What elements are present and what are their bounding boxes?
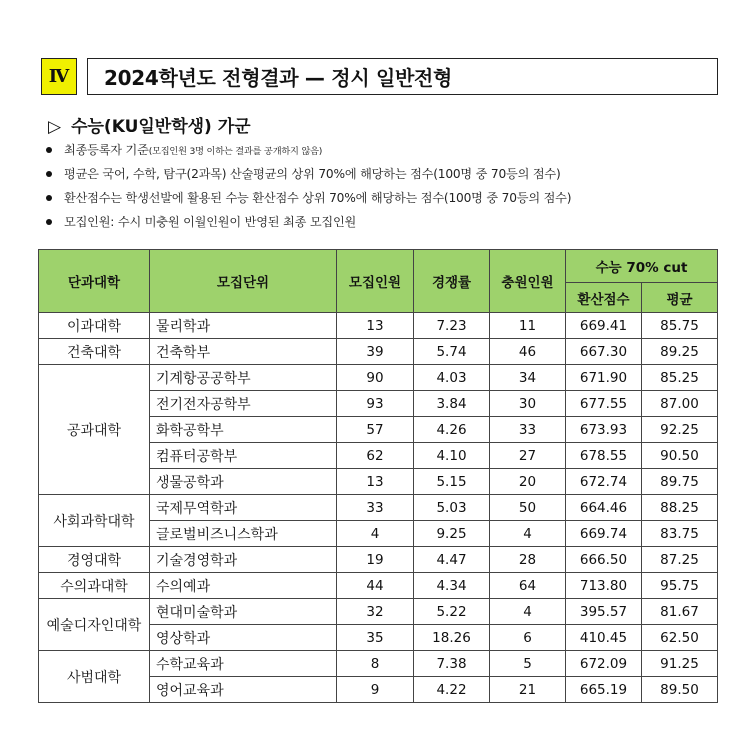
unit-cell: 건축학부 <box>150 339 337 365</box>
unit-cell: 컴퓨터공학부 <box>150 443 337 469</box>
extra-cell: 6 <box>490 625 566 651</box>
converted-score-cell: 669.41 <box>566 313 642 339</box>
quota-cell: 32 <box>337 599 414 625</box>
note-item <box>46 186 736 210</box>
ratio-cell: 5.22 <box>414 599 490 625</box>
quota-cell: 4 <box>337 521 414 547</box>
header-cut-group: 수능 70% cut <box>566 250 718 283</box>
table-row <box>39 599 718 625</box>
header-college: 단과대학 <box>39 250 150 313</box>
unit-cell: 수학교육과 <box>150 651 337 677</box>
average-score-cell: 85.25 <box>642 365 718 391</box>
section-heading <box>48 112 251 137</box>
unit-cell: 기술경영학과 <box>150 547 337 573</box>
extra-cell: 64 <box>490 573 566 599</box>
converted-score-cell: 677.55 <box>566 391 642 417</box>
converted-score-cell: 673.93 <box>566 417 642 443</box>
unit-cell: 영어교육과 <box>150 677 337 703</box>
header-extra: 충원인원 <box>490 250 566 313</box>
bullet-icon <box>46 171 52 177</box>
table-row <box>39 547 718 573</box>
average-score-cell: 88.25 <box>642 495 718 521</box>
average-score-cell: 89.75 <box>642 469 718 495</box>
average-score-cell: 62.50 <box>642 625 718 651</box>
header-converted: 환산점수 <box>566 283 642 313</box>
unit-cell: 영상학과 <box>150 625 337 651</box>
quota-cell: 8 <box>337 651 414 677</box>
table-row <box>39 313 718 339</box>
quota-cell: 13 <box>337 313 414 339</box>
ratio-cell: 4.10 <box>414 443 490 469</box>
triangle-marker-icon: ▷ <box>48 117 62 137</box>
quota-cell: 39 <box>337 339 414 365</box>
extra-cell: 5 <box>490 651 566 677</box>
quota-cell: 90 <box>337 365 414 391</box>
unit-cell: 현대미술학과 <box>150 599 337 625</box>
note-detail: (모집인원 3명 이하는 결과를 공개하지 않음) <box>148 146 323 157</box>
table-row <box>39 495 718 521</box>
extra-cell: 4 <box>490 599 566 625</box>
college-cell: 경영대학 <box>39 547 150 573</box>
converted-score-cell: 669.74 <box>566 521 642 547</box>
extra-cell: 27 <box>490 443 566 469</box>
college-cell: 수의과대학 <box>39 573 150 599</box>
quota-cell: 44 <box>337 573 414 599</box>
section-heading-text: 수능(KU일반학생) 가군 <box>71 117 251 137</box>
table-row <box>39 573 718 599</box>
ratio-cell: 9.25 <box>414 521 490 547</box>
converted-score-cell: 665.19 <box>566 677 642 703</box>
ratio-cell: 18.26 <box>414 625 490 651</box>
ratio-cell: 7.38 <box>414 651 490 677</box>
ratio-cell: 4.03 <box>414 365 490 391</box>
converted-score-cell: 664.46 <box>566 495 642 521</box>
converted-score-cell: 671.90 <box>566 365 642 391</box>
college-cell: 사회과학대학 <box>39 495 150 547</box>
quota-cell: 35 <box>337 625 414 651</box>
ratio-cell: 7.23 <box>414 313 490 339</box>
header-ratio: 경쟁률 <box>414 250 490 313</box>
college-cell: 건축대학 <box>39 339 150 365</box>
average-score-cell: 85.75 <box>642 313 718 339</box>
quota-cell: 93 <box>337 391 414 417</box>
quota-cell: 62 <box>337 443 414 469</box>
quota-cell: 33 <box>337 495 414 521</box>
page-title: 2024학년도 전형결과 — 정시 일반전형 <box>87 58 718 95</box>
unit-cell: 기계항공공학부 <box>150 365 337 391</box>
converted-score-cell: 713.80 <box>566 573 642 599</box>
unit-cell: 전기전자공학부 <box>150 391 337 417</box>
note-item <box>46 210 736 234</box>
quota-cell: 19 <box>337 547 414 573</box>
ratio-cell: 5.03 <box>414 495 490 521</box>
extra-cell: 30 <box>490 391 566 417</box>
converted-score-cell: 672.09 <box>566 651 642 677</box>
note-text: 모집인원: 수시 미충원 이월인원이 반영된 최종 모집인원 <box>64 215 357 229</box>
extra-cell: 4 <box>490 521 566 547</box>
average-score-cell: 89.50 <box>642 677 718 703</box>
ratio-cell: 4.22 <box>414 677 490 703</box>
unit-cell: 글로벌비즈니스학과 <box>150 521 337 547</box>
ratio-cell: 5.15 <box>414 469 490 495</box>
quota-cell: 57 <box>337 417 414 443</box>
bullet-icon <box>46 219 52 225</box>
average-score-cell: 95.75 <box>642 573 718 599</box>
average-score-cell: 89.25 <box>642 339 718 365</box>
extra-cell: 28 <box>490 547 566 573</box>
bullet-icon <box>46 147 52 153</box>
extra-cell: 11 <box>490 313 566 339</box>
average-score-cell: 87.25 <box>642 547 718 573</box>
table-row <box>39 365 718 391</box>
extra-cell: 21 <box>490 677 566 703</box>
college-cell: 사범대학 <box>39 651 150 703</box>
quota-cell: 9 <box>337 677 414 703</box>
header-quota: 모집인원 <box>337 250 414 313</box>
extra-cell: 46 <box>490 339 566 365</box>
college-cell: 공과대학 <box>39 365 150 495</box>
college-cell: 이과대학 <box>39 313 150 339</box>
unit-cell: 생물공학과 <box>150 469 337 495</box>
unit-cell: 화학공학부 <box>150 417 337 443</box>
ratio-cell: 3.84 <box>414 391 490 417</box>
roman-numeral-badge: Ⅳ <box>41 58 77 95</box>
unit-cell: 물리학과 <box>150 313 337 339</box>
average-score-cell: 92.25 <box>642 417 718 443</box>
extra-cell: 50 <box>490 495 566 521</box>
converted-score-cell: 667.30 <box>566 339 642 365</box>
note-text: 평균은 국어, 수학, 탐구(2과목) 산술평균의 상위 70%에 해당하는 점수(100명 중 70등의 점수) <box>64 167 561 181</box>
table-row <box>39 651 718 677</box>
converted-score-cell: 395.57 <box>566 599 642 625</box>
ratio-cell: 4.34 <box>414 573 490 599</box>
average-score-cell: 87.00 <box>642 391 718 417</box>
unit-cell: 수의예과 <box>150 573 337 599</box>
extra-cell: 20 <box>490 469 566 495</box>
average-score-cell: 83.75 <box>642 521 718 547</box>
extra-cell: 33 <box>490 417 566 443</box>
converted-score-cell: 672.74 <box>566 469 642 495</box>
college-cell: 예술디자인대학 <box>39 599 150 651</box>
quota-cell: 13 <box>337 469 414 495</box>
average-score-cell: 91.25 <box>642 651 718 677</box>
table-row <box>39 339 718 365</box>
unit-cell: 국제무역학과 <box>150 495 337 521</box>
average-score-cell: 81.67 <box>642 599 718 625</box>
notes-list <box>46 138 736 234</box>
note-item <box>46 162 736 186</box>
page-title-row <box>41 58 718 95</box>
converted-score-cell: 666.50 <box>566 547 642 573</box>
converted-score-cell: 678.55 <box>566 443 642 469</box>
converted-score-cell: 410.45 <box>566 625 642 651</box>
results-body <box>39 313 718 703</box>
note-item <box>46 138 736 162</box>
results-table <box>38 249 718 703</box>
note-text: 최종등록자 기준 <box>64 143 149 157</box>
header-unit: 모집단위 <box>150 250 337 313</box>
bullet-icon <box>46 195 52 201</box>
ratio-cell: 5.74 <box>414 339 490 365</box>
header-average: 평균 <box>642 283 718 313</box>
note-text: 환산점수는 학생선발에 활용된 수능 환산점수 상위 70%에 해당하는 점수(100명 중 70등의 점수) <box>64 191 572 205</box>
ratio-cell: 4.47 <box>414 547 490 573</box>
average-score-cell: 90.50 <box>642 443 718 469</box>
ratio-cell: 4.26 <box>414 417 490 443</box>
extra-cell: 34 <box>490 365 566 391</box>
